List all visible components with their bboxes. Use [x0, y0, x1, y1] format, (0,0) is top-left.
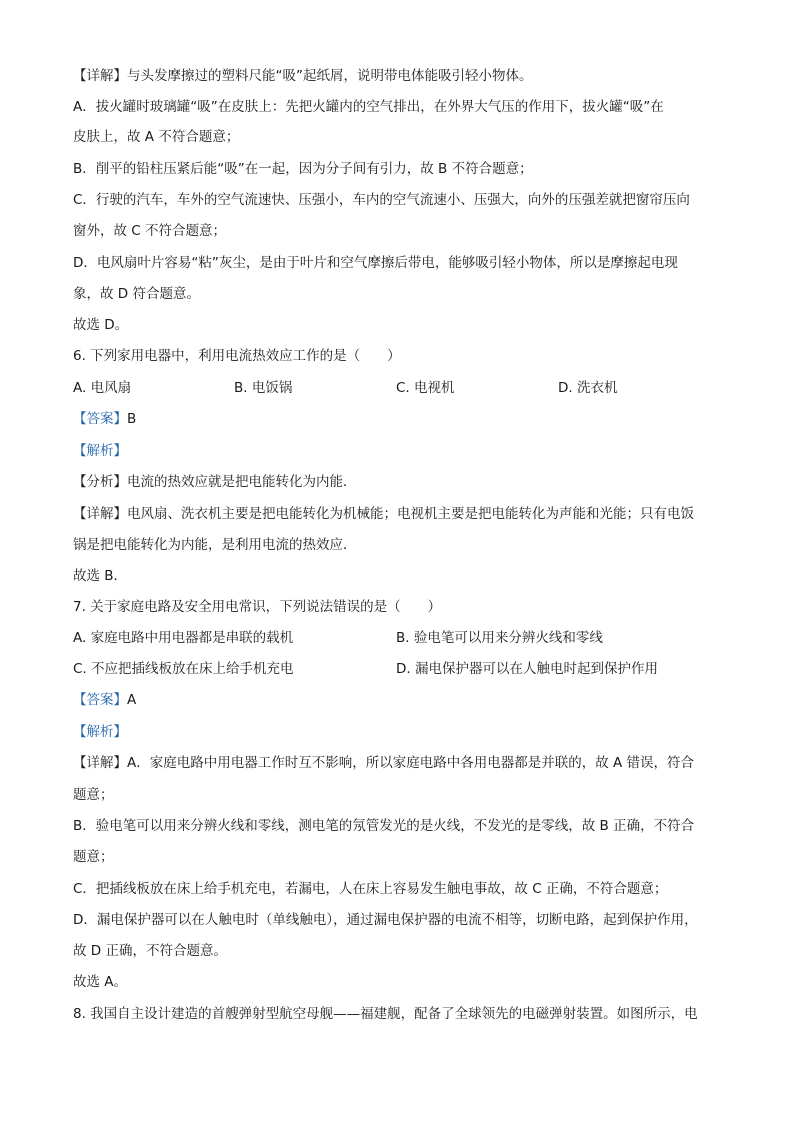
- q5-option-d-explanation-line-1: D．电风扇叶片容易“粘”灰尘，是由于叶片和空气摩擦后带电，能够吸引轻小物体，所以是摩擦起电现: [73, 255, 678, 271]
- q7-option-b: B. 验电笔可以用来分辨火线和零线: [396, 630, 603, 646]
- q6-option-d: D. 洗衣机: [558, 380, 618, 396]
- q6-option-c: C. 电视机: [396, 380, 455, 396]
- q6-detail-line-1: 【详解】电风扇、洗衣机主要是把电能转化为机械能；电视机主要是把电能转化为声能和光能；只有电饭: [73, 506, 694, 522]
- q7-choose: 故选 A。: [73, 974, 128, 990]
- q6-stem: 6. 下列家用电器中，利用电流热效应工作的是（ ）: [73, 348, 401, 364]
- q7-option-d-explanation-line-2: 故 D 正确，不符合题意。: [73, 943, 227, 959]
- q6-fenxi: 【分析】电流的热效应就是把电能转化为内能．: [73, 474, 357, 490]
- q8-stem: 8. 我国自主设计建造的首艘弹射型航空母舰——福建舰，配备了全球领先的电磁弹射装置。如图所示，电: [73, 1006, 698, 1022]
- q5-detail-line-1: 【详解】与头发摩擦过的塑料尺能“吸”起纸屑，说明带电体能吸引轻小物体。: [73, 68, 533, 84]
- q7-option-a-explanation-line-1: 【详解】A．家庭电路中用电器工作时互不影响，所以家庭电路中各用电器都是并联的，故 A 错误，符合: [73, 755, 695, 771]
- q6-detail-line-2: 锅是把电能转化为内能，是利用电流的热效应．: [73, 537, 357, 553]
- q7-option-b-explanation-line-1: B．验电笔可以用来分辨火线和零线，测电笔的氖管发光的是火线，不发光的是零线，故 B 正确，不符合: [73, 818, 695, 834]
- q7-option-c-explanation: C．把插线板放在床上给手机充电，若漏电，人在床上容易发生触电事故，故 C 正确，不符合题意；: [73, 881, 668, 897]
- q6-answer: [73, 409, 136, 429]
- q7-answer-tag: 【答案】: [73, 692, 127, 708]
- q5-option-d-explanation-line-2: 象，故 D 符合题意。: [73, 286, 200, 302]
- q7-option-c: C. 不应把插线板放在床上给手机充电: [73, 661, 294, 677]
- q7-option-a-explanation-line-2: 题意；: [73, 787, 114, 803]
- q7-option-a: A. 家庭电路中用电器都是串联的载机: [73, 630, 294, 646]
- q7-option-d: D. 漏电保护器可以在人触电时起到保护作用: [396, 661, 658, 677]
- q7-option-d-explanation-line-1: D．漏电保护器可以在人触电时（单线触电），通过漏电保护器的电流不相等，切断电路，起到保护作用，: [73, 912, 698, 928]
- q5-option-c-explanation-line-2: 窗外，故 C 不符合题意；: [73, 223, 227, 239]
- q6-option-a: A. 电风扇: [73, 380, 132, 396]
- q6-answer-tag: 【答案】: [73, 411, 127, 427]
- q6-option-b: B. 电饭锅: [234, 380, 293, 396]
- q7-answer: [73, 690, 136, 710]
- q6-answer-value: B: [127, 411, 137, 427]
- q7-answer-value: A: [127, 692, 137, 708]
- q5-option-a-explanation-line-1: A．拔火罐时玻璃罐“吸”在皮肤上：先把火罐内的空气排出，在外界大气压的作用下，拔火罐“吸”在: [73, 99, 664, 115]
- q5-choose: 故选 D。: [73, 317, 129, 333]
- q5-option-b-explanation: B．削平的铅柱压紧后能“吸”在一起，因为分子间有引力，故 B 不符合题意；: [73, 161, 533, 177]
- q7-analysis-tag: 【解析】: [73, 724, 127, 740]
- q5-option-a-explanation-line-2: 皮肤上，故 A 不符合题意；: [73, 129, 240, 145]
- q6-choose: 故选 B．: [73, 568, 128, 584]
- q6-analysis-tag: 【解析】: [73, 443, 127, 459]
- q7-option-b-explanation-line-2: 题意；: [73, 849, 114, 865]
- q7-stem: 7. 关于家庭电路及安全用电常识，下列说法错误的是（ ）: [73, 599, 442, 615]
- q5-option-c-explanation-line-1: C．行驶的汽车，车外的空气流速快、压强小，车内的空气流速小、压强大，向外的压强差就把窗帘压向: [73, 192, 690, 208]
